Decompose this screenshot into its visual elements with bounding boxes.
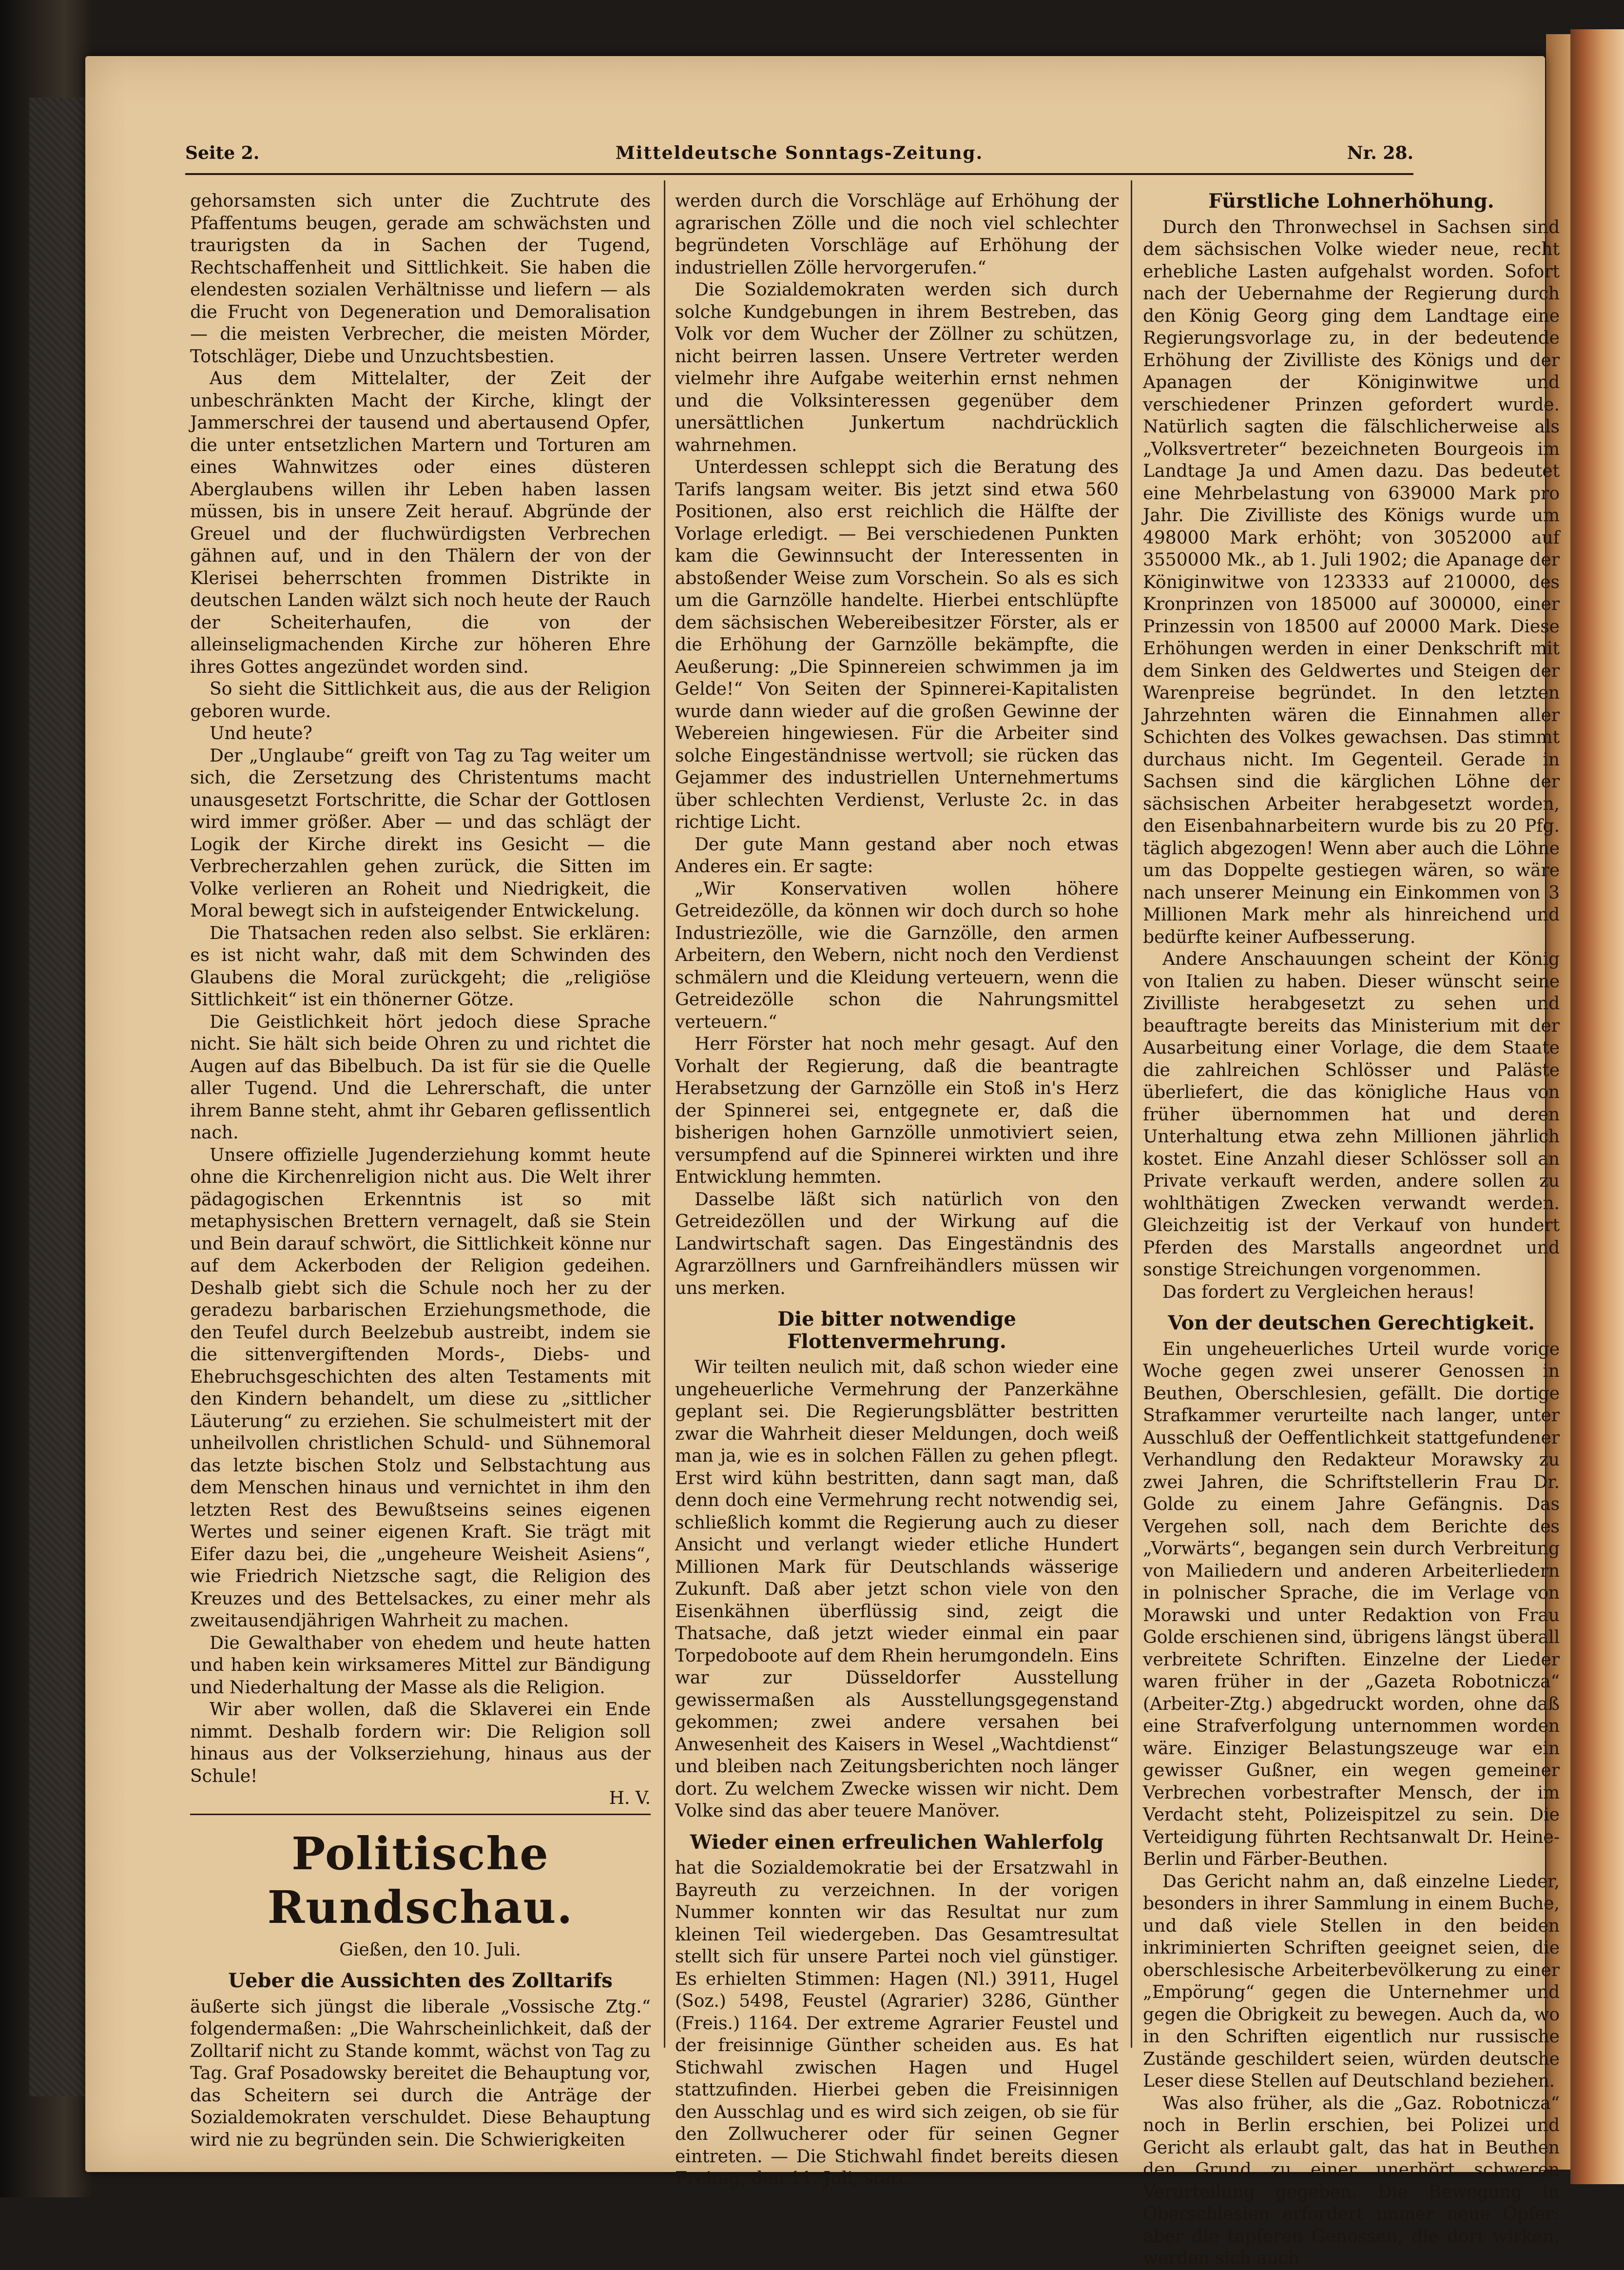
- article-paragraph: gehorsamsten sich unter die Zuchtrute des Pfaffentums beugen, gerade am schwächsten und traurigsten da in Sachen der Tugend, Rechtschaffenheit und Sittlichkeit. Sie haben die elendesten sozialen Verhältnisse und liefern — als die Frucht von Degeneration und Demoralisation — die meisten Verbrecher, die meisten Mörder, Totschläger, Diebe und Unzuchtsbestien.: [190, 191, 651, 367]
- section-rule: [190, 1814, 651, 1815]
- article-headline: Ueber die Aussichten des Zolltarifs: [228, 1969, 613, 1992]
- article-paragraph: Die Gewalthaber von ehedem und heute hatten und haben kein wirksameres Mittel zur Bändigung und Niederhaltung der Masse als die Religion.: [190, 1633, 651, 1698]
- article-paragraph: Aus dem Mittelalter, der Zeit der unbeschränkten Macht der Kirche, klingt der Jammerschrei der tausend und abertausend Opfer, die unter entsetzlichen Martern und Torturen am eines Wahnwitzes oder eines düsteren Aberglaubens willen ihr Leben haben lassen müssen, bis in unsere Zeit herauf. Abgründe der Greuel und der fluchwürdigsten Verbrechen gähnen auf, und in den Thälern der von der Klerisei beherrschten frommen Distrikte in deutschen Landen wälzt sich noch heute der Rauch der Scheiterhaufen, die von der alleinseligmachenden Kirche zur höheren Ehre ihres Gottes angezündet worden sind.: [190, 369, 651, 677]
- article-paragraph: Der „Unglaube“ greift von Tag zu Tag weiter um sich, die Zersetzung des Christentums macht unausgesetzt Fortschritte, die Schar der Gottlosen wird immer größer. Aber — und das schlägt der Logik der Kirche direkt ins Gesicht — die Verbrecherzahlen gehen zurück, die Sitten im Volke verlieren an Roheit und Niedrigkeit, die Moral bewegt sich in aufsteigender Entwickelung.: [190, 745, 651, 921]
- article-paragraph: Die Geistlichkeit hört jedoch diese Sprache nicht. Sie hält sich beide Ohren zu und richtet die Augen auf das Bibelbuch. Da ist für sie die Quelle aller Tugend. Und die Lehrerschaft, die unter ihrem Banne steht, ahmt ihr Gebaren geflissentlich nach.: [190, 1012, 651, 1143]
- article-paragraph: hat die Sozialdemokratie bei der Ersatzwahl in Bayreuth zu verzeichnen. In der vorigen Nummer konnten wir das Resultat nur zum kleinen Teil wiedergeben. Das Gesamtresultat stellt sich für unsere Partei noch viel günstiger. Es erhielten Stimmen: Hagen (Nl.) 3911, Hugel (Soz.) 5498, Feustel (Agrarier) 3286, Günther (Freis.) 1164. Der extreme Agrarier Feustel und der freisinnige Günther scheiden aus. Es hat Stichwahl zwischen Hagen und Hugel stattzufinden. Hierbei geben die Freisinnigen den Ausschlag und es wird sich zeigen, ob sie für den Zollwucherer oder für seinen Gegner eintreten. — Die Stichwahl findet bereits diesen Freitag, den 11. Juli, statt.: [675, 1858, 1119, 2189]
- paper-title: Mitteldeutsche Sonntags-Zeitung.: [615, 143, 984, 163]
- article-paragraph: Der gute Mann gestand aber noch etwas Anderes ein. Er sagte:: [675, 834, 1119, 877]
- article-signature: H. V.: [609, 1788, 651, 1808]
- newspaper-page: [85, 56, 1560, 2269]
- issue-number: Nr. 28.: [1347, 143, 1413, 163]
- article-paragraph: werden durch die Vorschläge auf Erhöhung der agrarischen Zölle und die noch viel schlechter begründeten Vorschläge auf Erhöhung der industriellen Zölle hervorgerufen.“: [675, 191, 1119, 278]
- column-divider-2: [1131, 180, 1132, 2048]
- article-paragraph: So sieht die Sittlichkeit aus, die aus der Religion geboren wurde.: [190, 679, 651, 722]
- article-paragraph: Und heute?: [210, 724, 312, 744]
- article-paragraph: Ein ungeheuerliches Urteil wurde vorige Woche gegen zwei unserer Genossen in Beuthen, Oberschlesien, gefällt. Die dortige Strafkammer verurteilte nach langer, unter Ausschluß der Oeffentlichkeit stattgefundener Verhandlung den Redakteur Morawsky zu zwei Jahren, die Schriftstellerin Frau Dr. Golde zu einem Jahre Gefängnis. Das Vergehen soll, nach dem Berichte des „Vorwärts“, begangen sein durch Verbreitung von Mailiedern und anderen Arbeiterliedern in polnischer Sprache, die im Verlage von Morawski und unter Redaktion von Frau Golde erschienen sind, übrigens längst überall verbreitete Schriften. Einzelne der Lieder waren früher in der „Gazeta Robotnicza“ (Arbeiter-Ztg.) abgedruckt worden, ohne daß eine Strafverfolgung unternommen worden wäre. Einziger Belastungszeuge war ein gewisser Gußner, ein wegen gemeiner Verbrechen vorbestrafter Mensch, der im Verdacht steht, Polizeispitzel zu sein. Die Verteidigung führten Rechtsanwalt Dr. Heine-Berlin und Färber-Beuthen.: [1143, 1339, 1560, 1869]
- page-label: Seite 2.: [185, 143, 260, 163]
- article-paragraph: Wir aber wollen, daß die Sklaverei ein Ende nimmt. Deshalb fordern wir: Die Religion soll hinaus aus der Volkserziehung, hinaus aus der Schule!: [190, 1700, 651, 1786]
- article-paragraph: Das fordert zu Vergleichen heraus!: [1162, 1282, 1475, 1302]
- article-paragraph: Das Gericht nahm an, daß einzelne Lieder, besonders in ihrer Sammlung in einem Buche, und daß viele Stellen in den beiden inkriminierten Schriften geeignet seien, die oberschlesische Arbeiterbevölkerung zu einer „Empörung“ gegen die Unternehmer und gegen die Obrigkeit zu bewegen. Auch da, wo in den Schriften eigentlich nur russische Zustände geschildert seien, würden deutsche Leser diese Stellen auf Deutschland beziehen.: [1143, 1871, 1560, 2091]
- column-1: [190, 190, 651, 2151]
- section-title: Politische Rundschau.: [267, 1827, 574, 1934]
- article-headline: Von der deutschen Gerechtigkeit.: [1168, 1311, 1535, 1334]
- dateline: Gießen, den 10. Juli.: [339, 1939, 521, 1960]
- article-paragraph: äußerte sich jüngst die liberale „Vossische Ztg.“ folgendermaßen: „Die Wahrscheinlichkeit, daß der Zolltarif nicht zu Stande kommt, wächst von Tag zu Tag. Graf Posadowsky bereitet die Behauptung vor, das Scheitern sei durch die Anträge der Sozialdemokraten verschuldet. Diese Behauptung wird nie zu begründen sein. Die Schwierigkeiten: [190, 1996, 651, 2150]
- article-paragraph: Unterdessen schleppt sich die Beratung des Tarifs langsam weiter. Bis jetzt sind etwa 560 Positionen, also erst reichlich die Hälfte der Vorlage erledigt. — Bei verschiedenen Punkten kam die Gewinnsucht der Interessenten in abstoßender Weise zum Vorschein. So als es sich um die Garnzölle handelte. Hierbei entschlüpfte dem sächsischen Webereibesitzer Förster, als er die Erhöhung der Garnzölle bekämpfte, die Aeußerung: „Die Spinnereien schwimmen ja im Gelde!“ Von Seiten der Spinnerei-Kapitalisten wurde dann wieder auf die großen Gewinne der Webereien hingewiesen. Für die Arbeiter sind solche Eingeständnisse wertvoll; sie rücken das Gejammer des industriellen Unternehmertums über schlechten Verdienst, Verluste 2c. in das richtige Licht.: [675, 457, 1119, 832]
- article-paragraph: Wir teilten neulich mit, daß schon wieder eine ungeheuerliche Vermehrung der Panzerkähne geplant sei. Die Regierungsblätter bestritten zwar die Wahrheit dieser Meldungen, doch weiß man ja, wie es in solchen Fällen zu gehen pflegt. Erst wird kühn bestritten, dann sagt man, daß denn doch eine Vermehrung recht notwendig sei, schließlich kommt die Regierung auch zu dieser Ansicht und verlangt wieder etliche Hundert Millionen Mark für Deutschlands wässerige Zukunft. Daß aber jetzt schon viele von den Eisenkähnen überflüssig sind, zeigt die Thatsache, daß jetzt wieder einmal ein paar Torpedoboote auf dem Rhein herumgondeln. Eins war zur Düsseldorfer Ausstellung gewissermaßen als Ausstellungsgegenstand gekommen; zwei andere versahen bei Anwesenheit des Kaisers in Wesel „Wachtdienst“ und bleiben nach Zeitungsberichten noch länger dort. Zu welchem Zwecke wissen wir nicht. Dem Volke sind das aber teuere Manöver.: [675, 1357, 1119, 1821]
- article-paragraph: Andere Anschauungen scheint der König von Italien zu haben. Dieser wünscht seine Zivilliste herabgesetzt zu sehen und beauftragte bereits das Ministerium mit der Ausarbeitung einer Vorlage, die dem Staate die zahlreichen Schlösser und Paläste überliefert, die das königliche Haus von früher übernommen hat und deren Unterhaltung etwa zehn Millionen jährlich kostet. Eine Anzahl dieser Schlösser soll an Private verkauft werden, andere sollen zu wohlthätigen Zwecken verwandt werden. Gleichzeitig ist der Verkauf von hundert Pferden des Marstalls angeordnet und sonstige Streichungen vorgenommen.: [1143, 949, 1560, 1280]
- header-rule: [185, 173, 1413, 175]
- column-2: [675, 190, 1119, 2190]
- article-paragraph: Herr Förster hat noch mehr gesagt. Auf den Vorhalt der Regierung, daß die beantragte Herabsetzung der Garnzölle ein Stoß in's Herz der Spinnerei sei, entgegnete er, daß die bisherigen hohen Garnzölle unmotiviert seien, versumpfend auf die Spinnerei wirkten und ihre Entwicklung hemmten.: [675, 1034, 1119, 1187]
- article-paragraph: Durch den Thronwechsel in Sachsen sind dem sächsischen Volke wieder neue, recht erhebliche Lasten aufgehalst worden. Sofort nach der Uebernahme der Regierung durch den König Georg ging dem Landtage eine Regierungsvorlage zu, in der bedeutende Erhöhung der Zivilliste des Königs und der Apanagen der Königinwitwe und verschiedener Prinzen gefordert wurde. Natürlich sagten die fälschlicherweise als „Volksvertreter“ bezeichneten Bourgeois im Landtage Ja und Amen dazu. Das bedeutet eine Mehrbelastung von 639000 Mark pro Jahr. Die Zivilliste des Königs wurde um 498000 Mark erhöht; von 3052000 auf 3550000 Mk., ab 1. Juli 1902; die Apanage der Königinwitwe von 123333 auf 210000, des Kronprinzen von 185000 auf 300000, einer Prinzessin von 18500 auf 20000 Mark. Diese Erhöhungen werden in einer Denkschrift mit dem Sinken des Geldwertes und Steigen der Warenpreise begründet. In den letzten Jahrzehnten wären die Einnahmen aller Schichten des Volkes gewachsen. Das stimmt durchaus nicht. Im Gegenteil. Gerade in Sachsen sind die kärglichen Löhne der sächsischen Arbeiter herabgesetzt worden, den Eisenbahnarbeitern wurde bis zu 20 Pfg. täglich abgezogen! Wenn aber auch die Löhne um das Doppelte gestiegen wären, so wäre nach unserer Meinung ein Einkommen von 3 Millionen Mark mehr als hinreichend und bedürfte keiner Aufbesserung.: [1143, 217, 1560, 947]
- quoted-paragraph: „Wir Konservativen wollen höhere Getreidezölle, da können wir doch durch so hohe Industriezölle, wie die Garnzölle, den armen Arbeitern, den Webern, nicht noch den Verdienst schmälern und die Kleidung verteuern, wenn die Getreidezölle schon die Nahrungsmittel verteuern.“: [675, 879, 1119, 1032]
- article-paragraph: Unsere offizielle Jugenderziehung kommt heute ohne die Kirchenreligion nicht aus. Die Welt ihrer pädagogischen Erkenntnis ist so mit metaphysischen Brettern vernagelt, daß sie Stein und Bein darauf schwört, die Sittlichkeit könne nur auf dem Ackerboden der Religion gedeihen. Deshalb giebt sich die Schule noch her zu der geradezu barbarischen Erziehungsmethode, die den Teufel durch Beelzebub austreibt, indem sie die sittenvergiftenden Mords-, Diebs- und Ehebruchsgeschichten des alten Testaments mit den Kindern behandelt, um diese zu „sittlicher Läuterung“ zu erziehen. Sie schulmeistert mit der unheilvollen christlichen Schuld- und Sühnemoral das letzte bischen Stolz und Selbstachtung aus dem Menschen hinaus und vernichtet in ihm den letzten Rest des Bewußtseins seines eigenen Wertes und seiner eigenen Kraft. Sie trägt mit Eifer dazu bei, die „ungeheure Weisheit Asiens“, wie Friedrich Nietzsche sagt, die Religion des Kreuzes und des Bettelsackes, zu einer mehr als zweitausendjährigen Wahrheit zu machen.: [190, 1145, 651, 1631]
- article-paragraph: Die Thatsachen reden also selbst. Sie erklären: es ist nicht wahr, daß mit dem Schwinden des Glaubens die Moral zurückgeht; die „religiöse Sittlichkeit“ ist ein thönerner Götze.: [190, 923, 651, 1010]
- article-headline: Wieder einen erfreulichen Wahlerfolg: [690, 1830, 1104, 1854]
- column-divider-1: [664, 180, 665, 2048]
- adjacent-page: [1570, 29, 1624, 2184]
- page-header: [185, 139, 1413, 178]
- article-headline: Die bitter notwendige Flottenvermehrung.: [777, 1308, 1016, 1353]
- article-paragraph: Was also früher, als die „Gaz. Robotnicza“ noch in Berlin erschien, bei Polizei und Gericht als erlaubt galt, das hat in Beuthen den Grund zu einer unerhört schweren Verurteilung gegeben. Die Bewegung in Oberschlesien erfordert immer neue Opfer: aber die tapferen Genossen, die dort wirken, werden sich auch: [1143, 2093, 1560, 2269]
- article-paragraph: Die Sozialdemokraten werden sich durch solche Kundgebungen in ihrem Bestreben, das Volk vor dem Wucher der Zöllner zu schützen, nicht beirren lassen. Unsere Vertreter werden vielmehr ihre Aufgabe weiterhin ernst nehmen und die Volksinteressen gegenüber dem unersättlichen Junkertum nachdrücklich wahrnehmen.: [675, 280, 1119, 455]
- column-3: [1143, 190, 1560, 2270]
- article-headline: Fürstliche Lohnerhöhung.: [1208, 190, 1494, 213]
- article-paragraph: Dasselbe läßt sich natürlich von den Getreidezöllen und der Wirkung auf die Landwirtschaft sagen. Das Eingeständnis des Agrarzöllners und Garnfreihändlers müssen wir uns merken.: [675, 1189, 1119, 1298]
